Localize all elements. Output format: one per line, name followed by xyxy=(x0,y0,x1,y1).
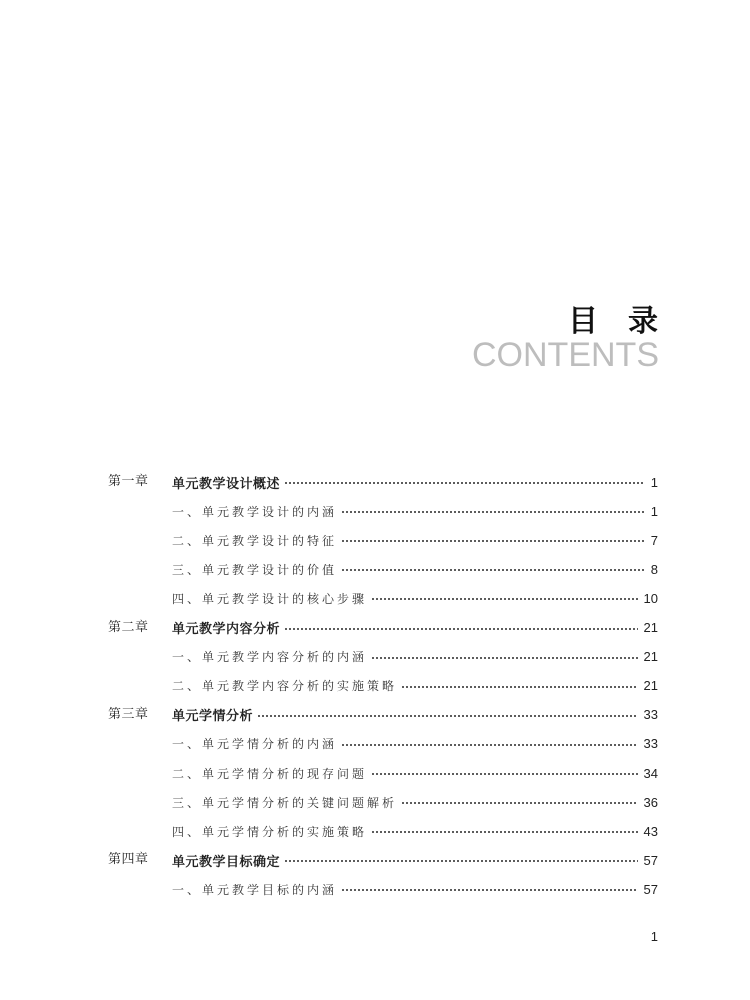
dot-leader xyxy=(341,540,645,542)
section-title: 一、单元学情分析的内涵 xyxy=(172,737,338,752)
section-title: 二、单元学情分析的现存问题 xyxy=(172,766,368,781)
toc-page-number: 57 xyxy=(643,852,658,868)
dot-leader xyxy=(284,482,645,484)
chapter-title: 单元教学目标确定 xyxy=(172,854,281,870)
toc-entry[interactable] xyxy=(0,672,750,700)
section-title: 一、单元教学内容分析的内涵 xyxy=(172,650,368,665)
section-entry[interactable] xyxy=(172,526,658,554)
chapter-entry[interactable] xyxy=(172,614,658,642)
dot-leader xyxy=(371,657,638,659)
dot-leader xyxy=(284,860,638,862)
section-title: 一、单元教学设计的内涵 xyxy=(172,504,338,519)
toc-page-number: 10 xyxy=(643,590,658,606)
section-entry[interactable] xyxy=(172,672,658,700)
toc-page-number: 33 xyxy=(643,707,658,723)
toc-title-english: CONTENTS xyxy=(472,336,659,374)
toc-page-number: 21 xyxy=(643,620,658,635)
toc-page-number: 33 xyxy=(643,736,658,752)
toc-entry[interactable] xyxy=(0,555,750,583)
toc-page-number: 43 xyxy=(643,823,658,839)
dot-leader xyxy=(371,831,638,833)
dot-leader xyxy=(284,628,638,630)
toc-page-number: 57 xyxy=(643,881,658,897)
toc-entry[interactable] xyxy=(0,614,750,642)
section-entry[interactable] xyxy=(172,817,658,845)
section-title: 四、单元学情分析的实施策略 xyxy=(172,824,368,839)
chapter-title: 单元教学设计概述 xyxy=(172,476,281,492)
section-entry[interactable] xyxy=(172,584,658,612)
toc-entry[interactable] xyxy=(0,759,750,787)
toc-page-number: 36 xyxy=(643,794,658,810)
section-title: 三、单元教学设计的价值 xyxy=(172,562,338,577)
chapter-title: 单元学情分析 xyxy=(172,709,254,725)
chapter-entry[interactable] xyxy=(172,468,658,496)
section-entry[interactable] xyxy=(172,788,658,816)
toc-entry[interactable] xyxy=(0,788,750,816)
dot-leader xyxy=(341,569,645,571)
chapter-number: 第一章 xyxy=(108,474,149,489)
section-title: 二、单元教学内容分析的实施策略 xyxy=(172,679,398,694)
toc-entry[interactable] xyxy=(0,643,750,671)
toc-entry[interactable] xyxy=(0,817,750,845)
toc-entry[interactable] xyxy=(0,730,750,758)
toc-entry[interactable] xyxy=(0,701,750,729)
section-title: 一、单元教学目标的内涵 xyxy=(172,882,338,897)
toc-page-number: 1 xyxy=(650,474,658,490)
section-entry[interactable] xyxy=(172,730,658,758)
dot-leader xyxy=(401,686,638,688)
toc-entry[interactable] xyxy=(0,875,750,903)
page-number: 1 xyxy=(650,929,658,944)
dot-leader xyxy=(257,715,638,717)
section-entry[interactable] xyxy=(172,497,658,525)
toc-page-number: 7 xyxy=(650,532,658,548)
toc-entry[interactable] xyxy=(0,526,750,554)
chapter-number: 第二章 xyxy=(108,619,149,635)
chapter-title: 单元教学内容分析 xyxy=(172,622,281,637)
toc-page-number: 1 xyxy=(650,503,658,519)
dot-leader xyxy=(341,744,638,746)
chapter-entry[interactable] xyxy=(172,701,658,729)
section-title: 二、单元教学设计的特征 xyxy=(172,533,338,548)
dot-leader xyxy=(401,802,638,804)
dot-leader xyxy=(341,889,638,891)
toc-title-chinese: 目录 xyxy=(568,304,688,339)
section-title: 四、单元教学设计的核心步骤 xyxy=(172,591,368,606)
section-entry[interactable] xyxy=(172,643,658,671)
toc-entry[interactable] xyxy=(0,584,750,612)
toc-page-number: 21 xyxy=(643,649,658,665)
section-entry[interactable] xyxy=(172,759,658,787)
chapter-number: 第三章 xyxy=(108,706,149,722)
toc-page-number: 34 xyxy=(643,765,658,781)
dot-leader xyxy=(371,773,638,775)
toc-page-number: 8 xyxy=(650,561,658,577)
section-entry[interactable] xyxy=(172,555,658,583)
chapter-entry[interactable] xyxy=(172,846,658,874)
toc-entry[interactable] xyxy=(0,468,750,496)
chapter-number: 第四章 xyxy=(108,852,149,868)
dot-leader xyxy=(371,598,638,600)
section-title: 三、单元学情分析的关键问题解析 xyxy=(172,795,398,810)
toc-entry[interactable] xyxy=(0,497,750,525)
toc-entry[interactable] xyxy=(0,846,750,874)
toc-page-number: 21 xyxy=(643,678,658,694)
dot-leader xyxy=(341,511,645,513)
section-entry[interactable] xyxy=(172,875,658,903)
